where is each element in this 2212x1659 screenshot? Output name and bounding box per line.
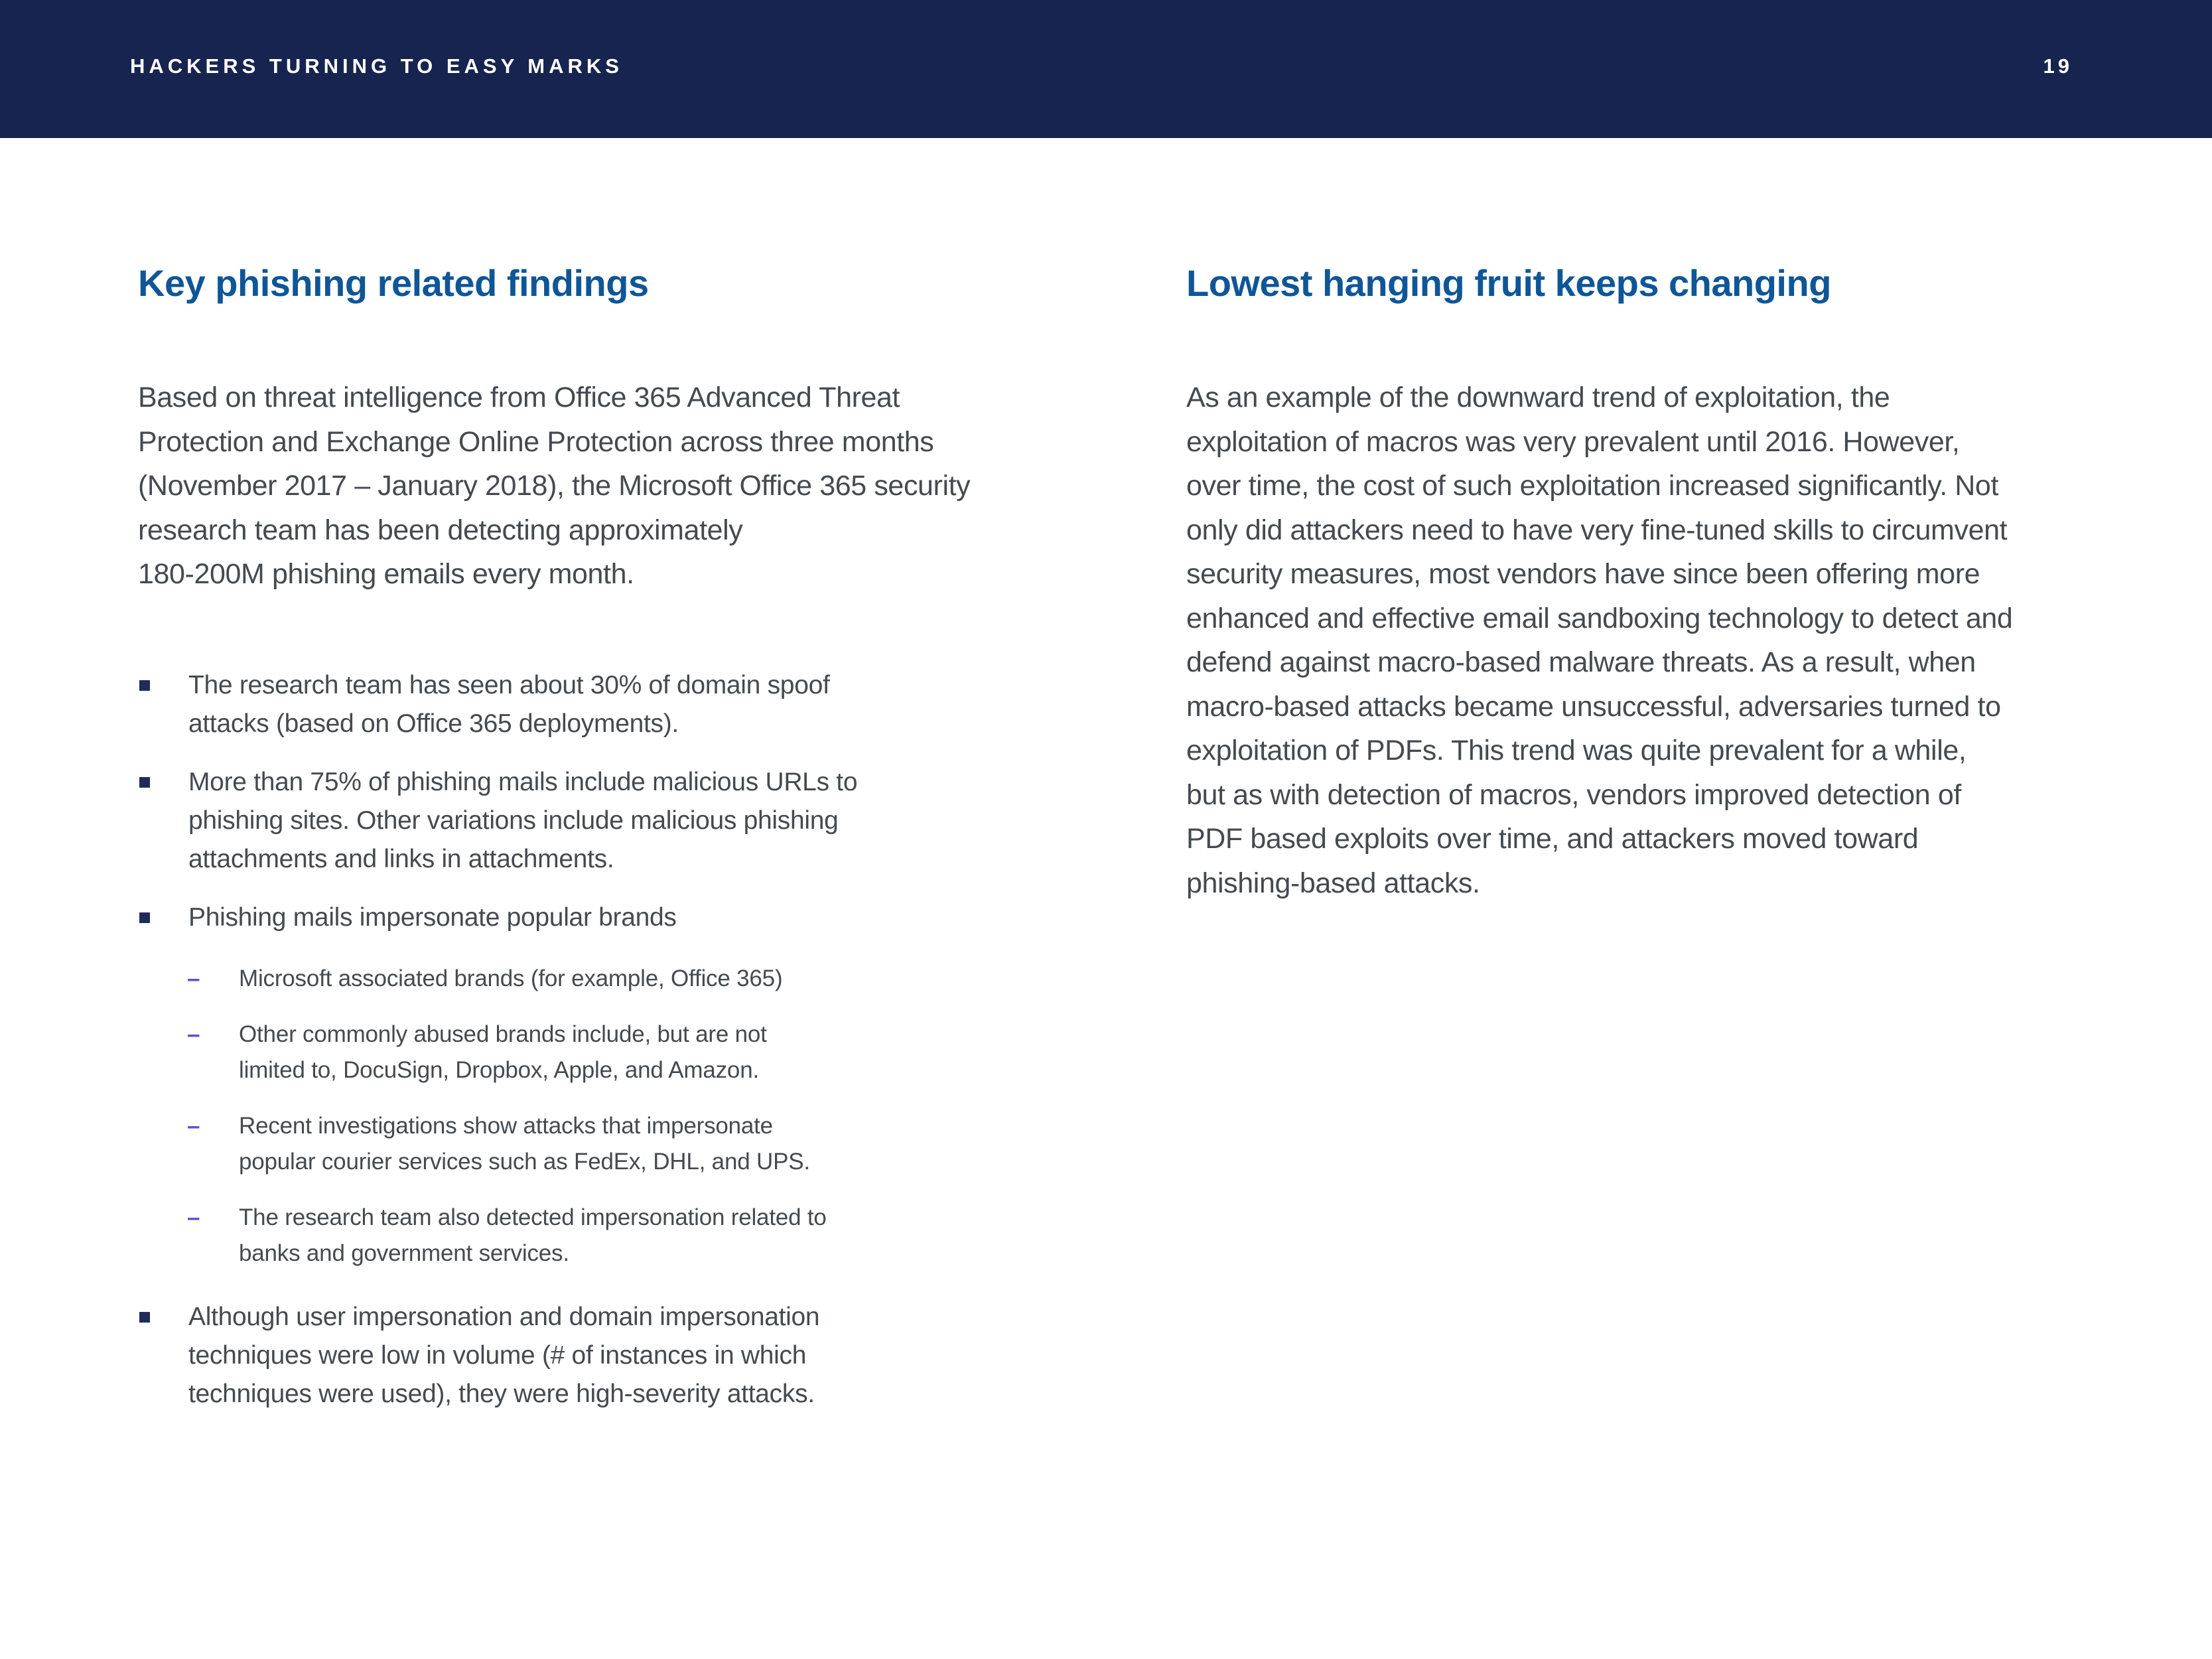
sub-bullet-line: Other commonly abused brands include, but are not (239, 1021, 767, 1047)
bullet-line: Although user impersonation and domain impersonation (188, 1303, 820, 1331)
running-head: HACKERS TURNING TO EASY MARKS (130, 54, 623, 78)
intro-line: 180-200M phishing emails every month. (138, 558, 634, 590)
list-item (138, 666, 934, 743)
sub-list-item (138, 961, 934, 997)
dash-icon: – (187, 1113, 200, 1139)
intro-line: Based on threat intelligence from Office 365 Advanced Threat (138, 382, 900, 413)
body-line: As an example of the downward trend of exploitation, the (1186, 382, 1890, 413)
body-line: but as with detection of macros, vendors improved detection of (1186, 778, 1961, 811)
square-bullet-icon (139, 912, 150, 923)
body-line: security measures, most vendors have since been offering more (1186, 558, 1980, 590)
page-number: 19 (2043, 54, 2073, 78)
intro-line: research team has been detecting approximately (138, 514, 743, 546)
square-bullet-icon (139, 680, 150, 691)
bullet-line: attachments and links in attachments. (188, 845, 614, 873)
bullet-line: techniques were used), they were high-severity attacks. (188, 1380, 815, 1408)
body-line: only did attackers need to have very fine-tuned skills to circumvent (1186, 514, 2008, 546)
sub-bullet-line: popular courier services such as FedEx, DHL, and UPS. (239, 1149, 810, 1175)
body-line: enhanced and effective email sandboxing technology to detect and (1186, 602, 2013, 634)
intro-line: (November 2017 – January 2018), the Microsoft Office 365 security (138, 470, 971, 502)
body-line: PDF based exploits over time, and attackers moved toward (1186, 823, 1919, 855)
list-item (138, 1298, 934, 1413)
sub-list-item (138, 1017, 934, 1088)
right-body-paragraph (1186, 376, 2069, 905)
dash-icon: – (187, 1204, 200, 1230)
bullet-line: Phishing mails impersonate popular brands (188, 903, 677, 932)
dash-icon: – (187, 1021, 200, 1047)
sub-list-item (138, 1108, 934, 1180)
bullet-line: phishing sites. Other variations include malicious phishing (188, 806, 839, 835)
header-band (0, 0, 2212, 138)
body-line: defend against macro-based malware threats. As a result, when (1186, 646, 1976, 678)
left-intro-paragraph (138, 376, 1020, 597)
bullet-line: The research team has seen about 30% of domain spoof (188, 671, 830, 699)
body-line: macro-based attacks became unsuccessful, adversaries turned to (1186, 690, 2001, 723)
findings-list (138, 666, 934, 1413)
body-line: exploitation of PDFs. This trend was quite prevalent for a while, (1186, 735, 1967, 766)
bullet-line: techniques were low in volume (# of instances in which (188, 1341, 807, 1370)
bullet-line: attacks (based on Office 365 deployments). (188, 709, 679, 738)
sub-bullet-line: banks and government services. (239, 1240, 569, 1266)
sub-bullet-line: limited to, DocuSign, Dropbox, Apple, and Amazon. (239, 1057, 759, 1083)
body-line: phishing-based attacks. (1186, 867, 1480, 899)
left-heading: Key phishing related findings (138, 262, 649, 304)
sub-bullet-line: Recent investigations show attacks that impersonate (239, 1113, 773, 1139)
sub-list-item (138, 1200, 934, 1271)
body-line: exploitation of macros was very prevalent until 2016. However, (1186, 425, 1960, 458)
list-item (138, 899, 934, 937)
right-heading: Lowest hanging fruit keeps changing (1186, 262, 1831, 304)
square-bullet-icon (139, 777, 150, 788)
intro-line: Protection and Exchange Online Protection across three months (138, 425, 934, 458)
sub-bullet-line: Microsoft associated brands (for example, Office 365) (239, 966, 783, 991)
list-item (138, 763, 934, 879)
sub-bullet-line: The research team also detected impersonation related to (239, 1204, 827, 1230)
body-line: over time, the cost of such exploitation increased significantly. Not (1186, 470, 1998, 502)
dash-icon: – (187, 966, 200, 991)
bullet-line: More than 75% of phishing mails include malicious URLs to (188, 768, 858, 796)
square-bullet-icon (139, 1312, 150, 1323)
